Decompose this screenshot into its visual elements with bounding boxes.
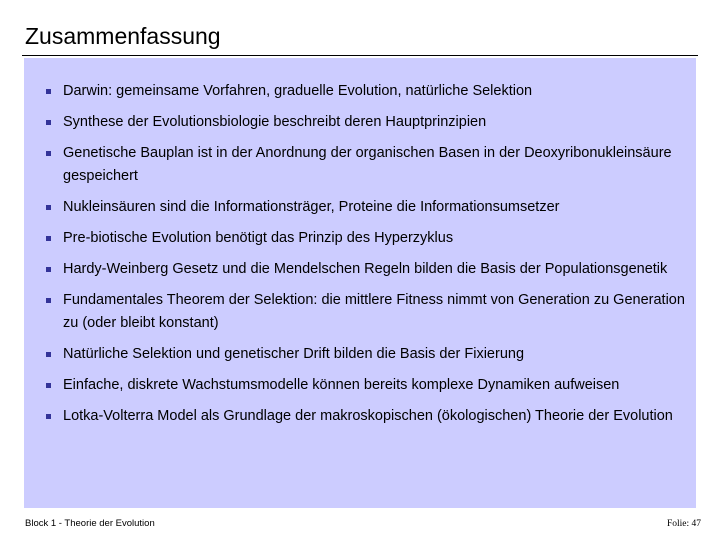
bullet-text: Pre-biotische Evolution benötigt das Prinzip des Hyperzyklus (63, 230, 454, 246)
bullet-list (45, 80, 690, 436)
bullet-text: Genetische Bauplan ist in der Anordnung der organischen Basen in der Deoxyribonukleinsäure gespeichert (63, 145, 672, 184)
bullet-item (45, 196, 690, 219)
bullet-item (45, 343, 690, 366)
footer-course-title: Block 1 - Theorie der Evolution (25, 518, 155, 529)
bullet-item (45, 405, 690, 428)
square-bullet-icon (46, 205, 51, 210)
title-divider (22, 55, 698, 56)
bullet-item (45, 289, 690, 335)
bullet-text: Nukleinsäuren sind die Informationsträger, Proteine die Informationsumsetzer (63, 199, 560, 215)
square-bullet-icon (46, 267, 51, 272)
bullet-text: Fundamentales Theorem der Selektion: die mittlere Fitness nimmt von Generation zu Generation zu (oder bleibt konstant) (63, 292, 685, 331)
bullet-text: Darwin: gemeinsame Vorfahren, graduelle Evolution, natürliche Selektion (63, 83, 533, 99)
bullet-text: Natürliche Selektion und genetischer Drift bilden die Basis der Fixierung (63, 346, 525, 362)
square-bullet-icon (46, 298, 51, 303)
square-bullet-icon (46, 89, 51, 94)
bullet-item (45, 111, 690, 134)
slide-title: Zusammenfassung (25, 23, 221, 49)
footer-slide-number: Folie: 47 (666, 519, 701, 529)
bullet-item (45, 258, 690, 281)
bullet-item (45, 227, 690, 250)
bullet-text: Lotka-Volterra Model als Grundlage der makroskopischen (ökologischen) Theorie der Evolution (63, 408, 673, 424)
bullet-item (45, 80, 690, 103)
square-bullet-icon (46, 120, 51, 125)
bullet-text: Hardy-Weinberg Gesetz und die Mendelschen Regeln bilden die Basis der Populationsgenetik (63, 261, 668, 277)
bullet-item (45, 142, 690, 188)
bullet-text: Einfache, diskrete Wachstumsmodelle können bereits komplexe Dynamiken aufweisen (63, 377, 620, 393)
square-bullet-icon (46, 236, 51, 241)
square-bullet-icon (46, 151, 51, 156)
square-bullet-icon (46, 383, 51, 388)
bullet-item (45, 374, 690, 397)
square-bullet-icon (46, 352, 51, 357)
bullet-text: Synthese der Evolutionsbiologie beschreibt deren Hauptprinzipien (63, 114, 487, 130)
square-bullet-icon (46, 414, 51, 419)
